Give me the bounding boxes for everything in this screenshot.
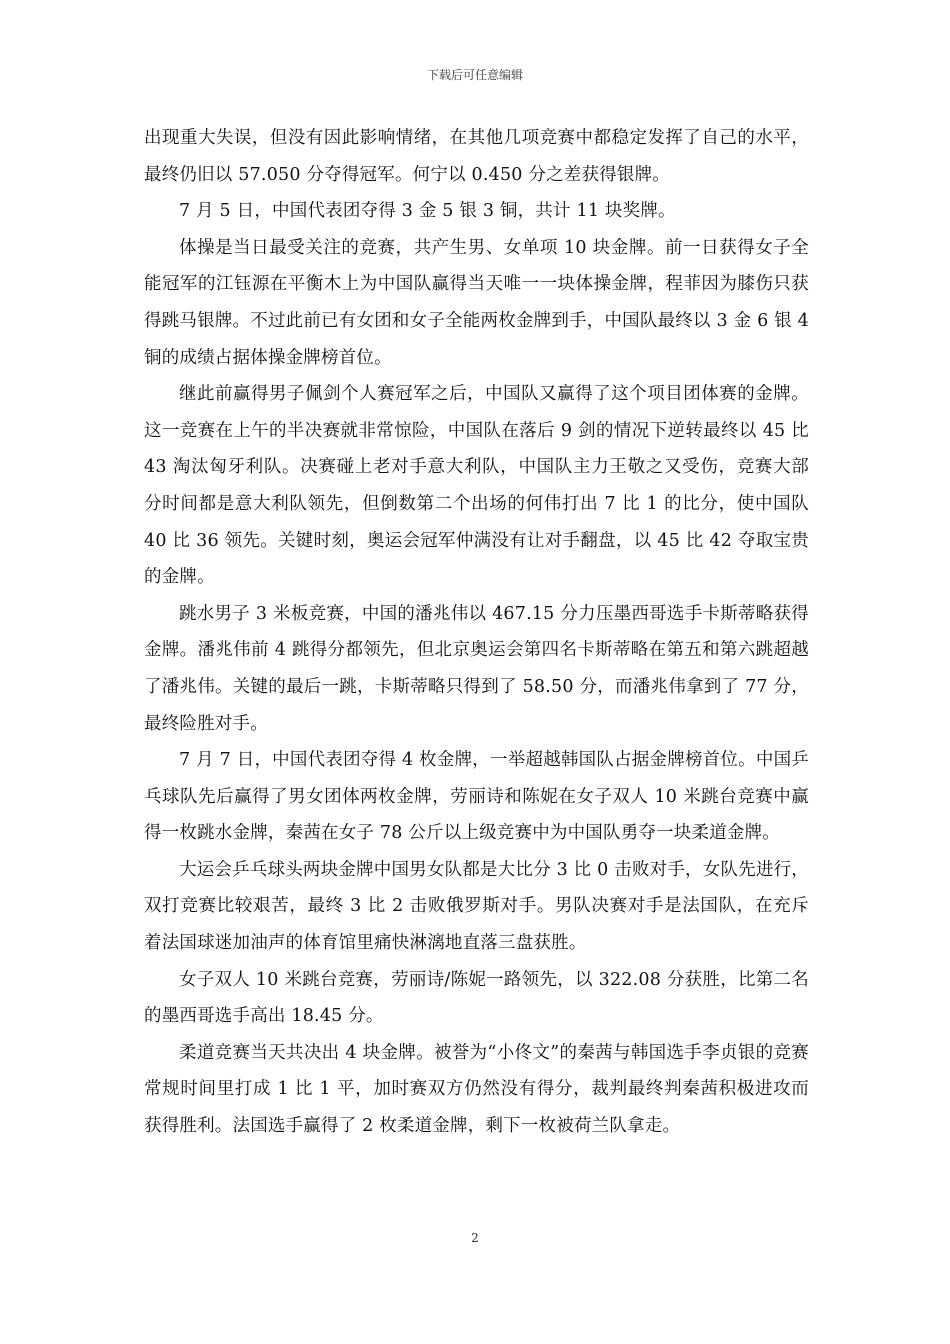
page-number: 2 [471, 1231, 479, 1245]
paragraph: 跳水男子 3 米板竞赛，中国的潘兆伟以 467.15 分力压墨西哥选手卡斯蒂略获得金牌。潘兆伟前 4 跳得分都领先，但北京奥运会第四名卡斯蒂略在第五和第六跳超越了潘兆伟。关键的最后一跳，卡斯蒂略只得到了 58.50 分，而潘兆伟拿到了 77 分，最终险胜对手。 [144, 603, 809, 734]
paragraph: 柔道竞赛当天共决出 4 块金牌。被誉为“小佟文”的秦茜与韩国选手李贞银的竞赛常规时间里打成 1 比 1 平，加时赛双方仍然没有得分，裁判最终判秦茜积极进攻而获得胜利。法国选手赢得了 2 枚柔道金牌，剩下一枚被荷兰队拿走。 [144, 1042, 809, 1137]
paragraph: 继此前赢得男子佩剑个人赛冠军之后，中国队又赢得了这个项目团体赛的金牌。这一竞赛在上午的半决赛就非常惊险，中国队在落后 9 剑的情况下逆转最终以 45 比 43 淘汰匈牙利队。决赛碰上老对手意大利队，中国队主力王敬之又受伤，竞赛大部分时间都是意大利队领先，但倒数第二个出场的何伟打出 7 比 1 的比分，使中国队 40 比 36 领先。关键时刻，奥运会冠军仲满没有让对手翻盘，以 45 比 42 夺取宝贵的金牌。 [144, 384, 809, 588]
paragraph: 体操是当日最受关注的竞赛，共产生男、女单项 10 块金牌。前一日获得女子全能冠军的江钰源在平衡木上为中国队赢得当天唯一一块体操金牌，程菲因为膝伤只获得跳马银牌。不过此前已有女团和女子全能两枚金牌到手，中国队最终以 3 金 6 银 4 铜的成绩占据体操金牌榜首位。 [144, 237, 809, 368]
paragraph-continuation: 出现重大失误，但没有因此影响情绪，在其他几项竞赛中都稳定发挥了自己的水平，最终仍旧以 57.050 分夺得冠军。何宁以 0.450 分之差获得银牌。 [144, 128, 809, 185]
document-body [144, 120, 809, 1145]
paragraph: 7 月 7 日，中国代表团夺得 4 枚金牌，一举超越韩国队占据金牌榜首位。中国乒乓球队先后赢得了男女团体两枚金牌，劳丽诗和陈妮在女子双人 10 米跳台竞赛中赢得一枚跳水金牌，秦茜在女子 78 公斤以上级竞赛中为中国队勇夺一块柔道金牌。 [144, 750, 809, 844]
paragraph: 大运会乒乓球头两块金牌中国男女队都是大比分 3 比 0 击败对手，女队先进行，双打竞赛比较艰苦，最终 3 比 2 击败俄罗斯对手。男队决赛对手是法国队，在充斥着法国球迷加油声的体育馆里痛快淋漓地直落三盘获胜。 [144, 859, 809, 954]
paragraph: 女子双人 10 米跳台竞赛，劳丽诗/陈妮一路领先，以 322.08 分获胜，比第二名的墨西哥选手高出 18.45 分。 [144, 969, 809, 1027]
paragraph: 7 月 5 日，中国代表团夺得 3 金 5 银 3 铜，共计 11 块奖牌。 [179, 201, 676, 222]
page-header: 下载后可任意编辑 [426, 68, 523, 82]
